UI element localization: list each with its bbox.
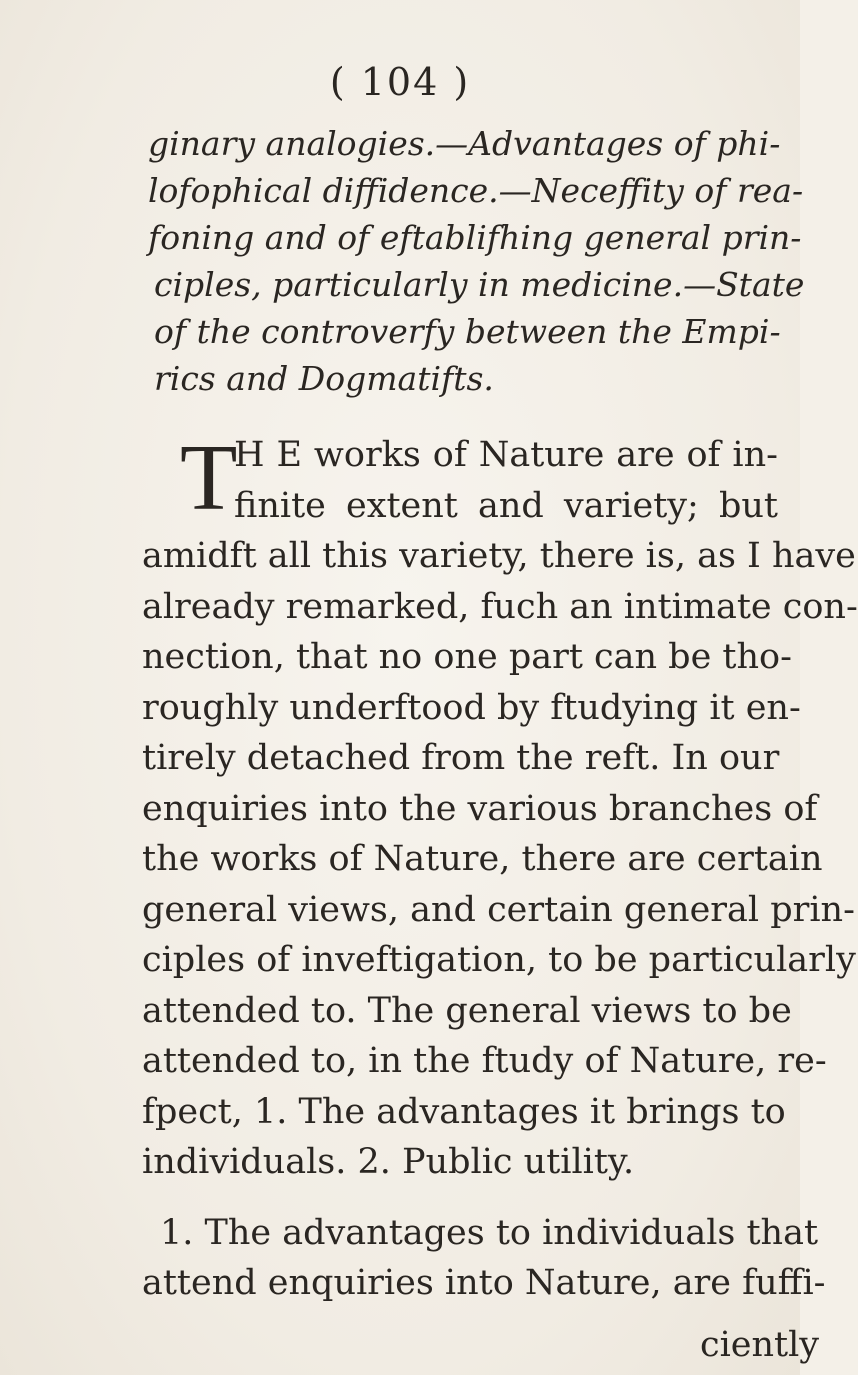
summary-line: ciples, particularly in medicine.—State [154, 265, 805, 304]
text-line: already remarked, fuch an intimate con‑ [142, 586, 858, 627]
summary-line: rics and Dogmatifts. [154, 359, 494, 398]
text-line: fpect, 1. The advantages it brings to [142, 1091, 786, 1132]
text-line: H E works of Nature are of in‑ [234, 435, 778, 475]
catchword: ciently [700, 1325, 820, 1365]
drop-cap: T [180, 426, 238, 530]
text-line: general views, and certain general prin‑ [142, 889, 855, 930]
text-line: roughly underftood by ftudying it en‑ [142, 687, 801, 728]
text-line: individuals. 2. Public utility. [142, 1142, 635, 1182]
chapter-summary [148, 120, 805, 402]
text-line: attend enquiries into Nature, are fuffi‑ [142, 1263, 826, 1303]
summary-line: of the controverfy between the Empi‑ [154, 312, 781, 351]
text-line: attended to, in the ftudy of Nature, re‑ [142, 1041, 827, 1081]
text-line: enquiries into the various branches of [142, 788, 818, 829]
text-line: amidft all this variety, there is, as I have [142, 536, 856, 576]
body-text [142, 426, 858, 1309]
text-line: the works of Nature, there are certain [142, 839, 823, 879]
text-line: attended to. The general views to be [142, 990, 792, 1031]
summary-line: lofophical diffidence.—Neceffity of rea‑ [148, 171, 804, 210]
summary-line: ginary analogies.—Advantages of phi‑ [148, 124, 781, 163]
text-line: finite extent and variety; but [234, 485, 778, 526]
text-line: ciples of inveftigation, to be particularly [142, 940, 856, 980]
text-line: nection, that no one part can be tho‑ [142, 637, 792, 677]
text-line: 1. The advantages to individuals that [160, 1212, 819, 1253]
text-line: tirely detached from the reft. In our [142, 738, 780, 778]
page-number: ( 104 ) [329, 60, 471, 104]
summary-line: foning and of eftablifhing general prin‑ [148, 218, 802, 257]
